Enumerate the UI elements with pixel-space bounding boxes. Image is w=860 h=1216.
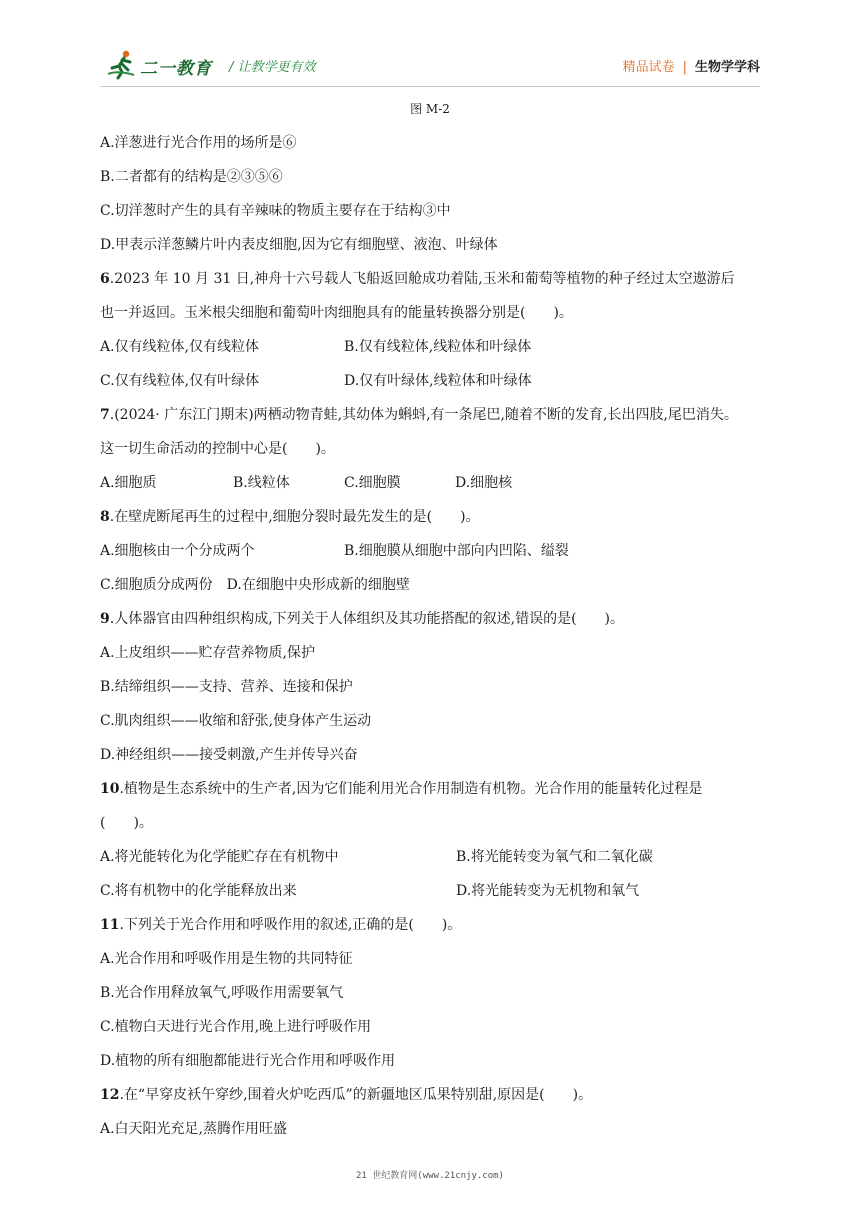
q12-number: 12 — [100, 1087, 120, 1103]
q7-stem-line1 — [100, 398, 768, 432]
q10-option-d: D.将光能转变为无机物和氧气 — [456, 883, 640, 899]
q11-option-d: D.植物的所有细胞都能进行光合作用和呼吸作用 — [100, 1053, 396, 1069]
q6-option-c: C.仅有线粒体,仅有叶绿体 — [100, 373, 260, 389]
runner-logo-icon — [106, 48, 138, 80]
q11-option-a: A.光合作用和呼吸作用是生物的共同特征 — [100, 951, 353, 967]
q7-option-c: C.细胞膜 — [344, 475, 401, 491]
q8-options-row1 — [100, 534, 768, 568]
q10-option-b: B.将光能转变为氧气和二氧化碳 — [456, 849, 653, 865]
q9-option-a: A.上皮组织——贮存营养物质,保护 — [100, 645, 316, 661]
question-content — [100, 126, 768, 1146]
header-separator: | — [682, 60, 687, 75]
q11-option-c: C.植物白天进行光合作用,晚上进行呼吸作用 — [100, 1019, 372, 1035]
q12-text: .在“早穿皮袄午穿纱,围着火炉吃西瓜”的新疆地区瓜果特别甜,原因是( )。 — [119, 1087, 593, 1103]
q8-text: .在壁虎断尾再生的过程中,细胞分裂时最先发生的是( )。 — [109, 509, 480, 525]
q5-option-b: B.二者都有的结构是②③⑤⑥ — [100, 169, 283, 185]
q8-number: 8 — [100, 509, 110, 525]
q9-option-d: D.神经组织——接受刺激,产生并传导兴奋 — [100, 747, 358, 763]
logo-text: 二一教育 — [140, 59, 212, 79]
q7-stem-line2: 这一切生命活动的控制中心是( )。 — [100, 441, 335, 457]
q9-stem — [100, 602, 768, 636]
q9-number: 9 — [100, 611, 110, 627]
q12-option-a: A.白天阳光充足,蒸腾作用旺盛 — [100, 1121, 288, 1137]
q10-stem-line1 — [100, 772, 768, 806]
q10-option-c: C.将有机物中的化学能释放出来 — [100, 883, 297, 899]
page-header — [0, 0, 860, 86]
q7-text: .(2024· 广东江门期末)两栖动物青蛙,其幼体为蝌蚪,有一条尾巴,随着不断的发育,长出四肢,尾巴消失。 — [109, 407, 738, 423]
q6-number: 6 — [100, 271, 110, 287]
q7-number: 7 — [100, 407, 110, 423]
q6-option-b: B.仅有线粒体,线粒体和叶绿体 — [344, 339, 532, 355]
q10-text: .植物是生态系统中的生产者,因为它们能利用光合作用制造有机物。光合作用的能量转化过程是 — [119, 781, 703, 797]
q7-option-b: B.线粒体 — [233, 475, 290, 491]
q6-stem-line1 — [100, 262, 768, 296]
header-right — [623, 56, 760, 75]
q6-option-a: A.仅有线粒体,仅有线粒体 — [100, 339, 260, 355]
q8-options-row2: C.细胞质分成两份 D.在细胞中央形成新的细胞壁 — [100, 577, 410, 593]
q6-option-d: D.仅有叶绿体,线粒体和叶绿体 — [344, 373, 532, 389]
exam-tag: 精品试卷 — [622, 60, 675, 75]
q8-option-a: A.细胞核由一个分成两个 — [100, 543, 255, 559]
subject-label: 生物学学科 — [694, 60, 760, 75]
slogan: / 让教学更有效 — [229, 60, 316, 75]
page-footer: 21 世纪教育网(www.21cnjy.com) — [356, 1171, 504, 1181]
q7-option-a: A.细胞质 — [100, 475, 157, 491]
q10-option-a: A.将光能转化为化学能贮存在有机物中 — [100, 849, 339, 865]
q11-stem — [100, 908, 768, 942]
q10-stem-line2: ( )。 — [100, 815, 153, 831]
q8-option-b: B.细胞膜从细胞中部向内凹陷、缢裂 — [344, 543, 569, 559]
q9-text: .人体器官由四种组织构成,下列关于人体组织及其功能搭配的叙述,错误的是( )。 — [109, 611, 625, 627]
q10-options-row2 — [100, 874, 768, 908]
q12-stem — [100, 1078, 768, 1112]
q11-text: .下列关于光合作用和呼吸作用的叙述,正确的是( )。 — [119, 917, 462, 933]
q6-text: .2023 年 10 月 31 日,神舟十六号载人飞船返回舱成功着陆,玉米和葡萄等植物的种子经过太空遨游后 — [109, 271, 735, 287]
figure-caption: 图 M-2 — [410, 102, 450, 116]
q11-option-b: B.光合作用释放氧气,呼吸作用需要氧气 — [100, 985, 344, 1001]
q10-number: 10 — [100, 781, 120, 797]
q7-options — [100, 466, 768, 500]
q9-option-b: B.结缔组织——支持、营养、连接和保护 — [100, 679, 353, 695]
q6-options-row2 — [100, 364, 768, 398]
q7-option-d: D.细胞核 — [455, 475, 513, 491]
q11-number: 11 — [100, 917, 120, 933]
q5-option-a: A.洋葱进行光合作用的场所是⑥ — [100, 135, 297, 151]
q6-options-row1 — [100, 330, 768, 364]
q5-option-c: C.切洋葱时产生的具有辛辣味的物质主要存在于结构③中 — [100, 203, 451, 219]
q9-option-c: C.肌肉组织——收缩和舒张,使身体产生运动 — [100, 713, 372, 729]
q8-stem — [100, 500, 768, 534]
q5-option-d: D.甲表示洋葱鳞片叶内表皮细胞,因为它有细胞壁、液泡、叶绿体 — [100, 237, 498, 253]
header-divider — [100, 86, 760, 87]
q10-options-row1 — [100, 840, 768, 874]
q6-stem-line2: 也一并返回。玉米根尖细胞和葡萄叶肉细胞具有的能量转换器分别是( )。 — [100, 305, 573, 321]
